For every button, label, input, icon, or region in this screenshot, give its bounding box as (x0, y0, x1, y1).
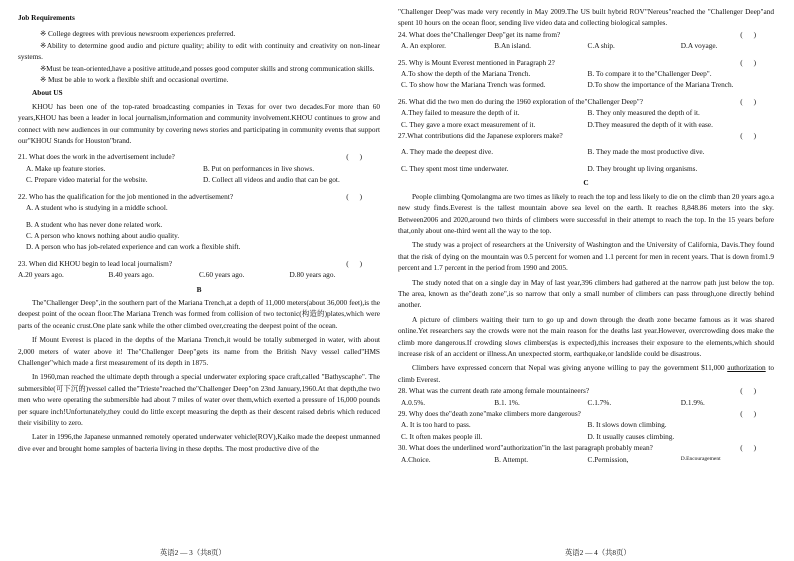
option: A. A student who is studying in a middle school. (26, 203, 168, 213)
about-us-heading: About US (32, 88, 63, 98)
options-27: C. They spent most time underwater. D. They brought up living organisms. (401, 163, 698, 173)
passage-c-paragraph: People climbing Qomolangma are two times as likely to reach the top and less likely to die on the climb than 20 years ago.a new study finds.Everest is the tallest mountain above sea level on the earth. It reaches 8,848.86 meters into the sky. Between2006 and 2020,around two thirds of climbers were successful in their attempt to reach the top. In the 15 years before that,only about one-third went all the way to the top. (398, 191, 774, 235)
about-us-text: KHOU has been one of the top-rated broadcasting companies in Texas for over two decades.For more than 60 years,KHOU has been a leader in local journalism,information and community involvement.KHOU continues to grow and connect with new audiences in our community by covering news stories and participating in community events that support our"KHOU Stands for Houston"brand. (18, 101, 380, 146)
answer-bracket[interactable]: ( ) (740, 443, 756, 453)
job-requirements-heading: Job Requirements (18, 13, 75, 22)
option: C. A person who knows nothing about audio quality. (26, 230, 180, 240)
question-25: 25. Why is Mount Everest mentioned in Paragraph 2? ( ) (398, 57, 756, 67)
options-30: A.Choice. B. Attempt. C.Permission, D.Encouragement (401, 454, 721, 464)
left-column (18, 6, 380, 547)
page-footer-right: 英语2 — 4（共8页） (565, 548, 631, 557)
question-21: 21. What does the work in the advertisement include? ( ) (18, 152, 362, 162)
page-footer-left: 英语2 — 3（共8页） (160, 548, 226, 557)
question-23: 23. When did KHOU begin to lead local journalism? ( ) (18, 258, 362, 268)
options-24: A. An explorer. B.An island. C.A ship. D.A voyage. (401, 41, 718, 51)
job-item: ※Must be tean-oriented,have a positive attitude,and posses good computer skills and strong communication skills. (40, 63, 375, 73)
passage-b-paragraph: The"Challenger Deep",in the southern part of the Mariana Trench,at a depth of 11,000 meters(about 36,000 feet),is the deepest point of the ocean floor.The Mariana Trench was formed from collision of two tectonic(构造的)plates,which were parts of the oceanic crust.One plate sank while the other climbed over,creating the deepest point of the ocean. (18, 297, 380, 330)
option: B. A student who has never done related work. (26, 219, 163, 229)
underlined-word: authorization (727, 363, 766, 373)
options-25: A.To show the depth of the Mariana Trench. B. To compare it to the"Challenger Deep". (401, 69, 712, 79)
passage-c-paragraph: The study was a project of researchers at the University of Washington and the University of California, Davis.They found that the risk of dying on the mountain was 0.5 percent for women and 1.1 percent for men in recent years. That is down from1.9 percent and 1.7 percent in the period from 1990 and 2005. (398, 240, 774, 273)
options-21: C. Prepare video material for the website. D. Collect all videos and audio that can be got. (26, 175, 340, 185)
answer-bracket[interactable]: ( ) (740, 131, 756, 141)
question-27: 27.What contributions did the Japanese explorers make? ( ) (398, 131, 756, 141)
passage-c-paragraph: The study noted that on a single day in May of last year,396 climbers had gathered at the narrow path just below the top. The area, known as the"death zone",is so narrow that only a small number of climbers can pass through,one directly behind another. (398, 277, 774, 310)
job-item: ※Ability to determine good audio and picture quality; ability to edit with continuity and creativity on non-linear systems. (18, 40, 380, 62)
options-27: A. They made the deepest dive. B. They made the most productive dive. (401, 147, 705, 157)
passage-c-paragraph: A picture of climbers waiting their turn to go up and down through the death zone became famous as it was shared online.Yet researchers say the crowds were not the main reason for the deaths last year.However, overcrowding does make the climb more dangerous.If crowding slows climbers(as is expected),this increases their exposure to the elements,which should increase risk of an accident or illness.An unexpected storm, earthquake,or landslide could be disastrous. (398, 314, 774, 358)
passage-c-last-paragraph: Climbers have expressed concern that Nepal was giving anyone willing to pay the government $11,000 authorization to climb Everest. (398, 363, 774, 384)
options-29: C. It often makes people ill. D. It usually causes climbing. (401, 431, 675, 441)
question-26: 26. What did the two men do during the 1960 exploration of the"Challenger Deep"? ( ) (398, 96, 756, 106)
question-24: 24. What does the"Challenger Deep"get its name from? ( ) (398, 29, 756, 39)
answer-bracket[interactable]: ( ) (740, 57, 756, 67)
options-26: C. They gave a more exact measurement of it. D.They measured the depth of it with ease. (401, 119, 713, 129)
answer-bracket[interactable]: ( ) (346, 191, 362, 201)
answer-bracket[interactable]: ( ) (740, 409, 756, 418)
answer-bracket[interactable]: ( ) (740, 29, 756, 39)
job-item: ※ Must be able to work a flexible shift and occasional overtime. (40, 75, 229, 85)
passage-b-paragraph: Later in 1996,the Japanese unmanned remotely operated underwater vehicle(ROV),Kaiko made the deepest unmanned dive ever and brought home samples of bacteria living in these depths. The most productive dive of the (18, 432, 380, 453)
options-26: A.They failed to measure the depth of it. B. They only measured the depth of it. (401, 108, 700, 118)
section-c-heading: C (583, 178, 589, 188)
answer-bracket[interactable]: ( ) (346, 258, 362, 268)
answer-bracket[interactable]: ( ) (740, 96, 756, 106)
question-22: 22. Who has the qualification for the job mentioned in the advertisement? ( ) (18, 191, 362, 201)
passage-b-paragraph: If Mount Everest is placed in the depths of the Mariana Trench,it would be totally submerged in water, with about 2,000 meters of water above it! The"Challenger Deep"gets its name from the British Navy vessel called"HMS Challenger"which made a first measurement of its depth in 1875. (18, 335, 380, 367)
options-21: A. Make up feature stories. B. Put on performances in live shows. (26, 163, 315, 173)
right-column (398, 6, 774, 547)
passage-b-continued: "Challenger Deep"was made very recently in May 2009.The US built hybrid ROV"Nereus"reached the "Challenger Deep"and spent 10 hours on the ocean floor, sending live video data and collecting biological samples. (398, 7, 774, 28)
options-23: A.20 years ago. B.40 years ago. C.60 years ago. D.80 years ago. (18, 270, 336, 280)
job-item: ※ College degrees with previous newsroom experiences preferred. (40, 29, 236, 39)
passage-b-paragraph: In 1960,man reached the ultimate depth through a special underwater exploring space craft,called "Bathyscaphe". The submersible(可下沉的)vessel called the"Trieste"reached the"Challenger Deep"on 23nd January,1960.At that depth,the two men who were operating the submersible had about 7 miles of water over them,which exerted a pressure of 16,000 pounds per square inch!Unfortunately,they could do little except measuring the depth as their descent raised debris which reduced their visibility to zero. (18, 372, 380, 427)
answer-bracket[interactable]: ( ) (346, 152, 362, 162)
option: D. A person who has job-related experience and can work a flexible shift. (26, 242, 241, 252)
answer-bracket[interactable]: ( ) (740, 386, 756, 396)
question-30: 30. What does the underlined word"authorization"in the last paragraph probably mean? ( ) (398, 443, 756, 453)
question-28: 28. What was the current death rate among female mountaineers? ( ) (398, 386, 756, 396)
options-29: A. It is too hard to pass. B. It slows down climbing. (401, 420, 667, 430)
options-25: C. To show how the Mariana Trench was formed. D.To show the importance of the Mariana Trench. (401, 80, 734, 90)
options-28: A.0.5%. B.1. 1%. C.1.7%. D.1.9%. (401, 397, 705, 407)
question-29: 29. Why does the"death zone"make climbers more dangerous? ( ) (398, 409, 756, 418)
section-b-heading: B (196, 284, 202, 294)
